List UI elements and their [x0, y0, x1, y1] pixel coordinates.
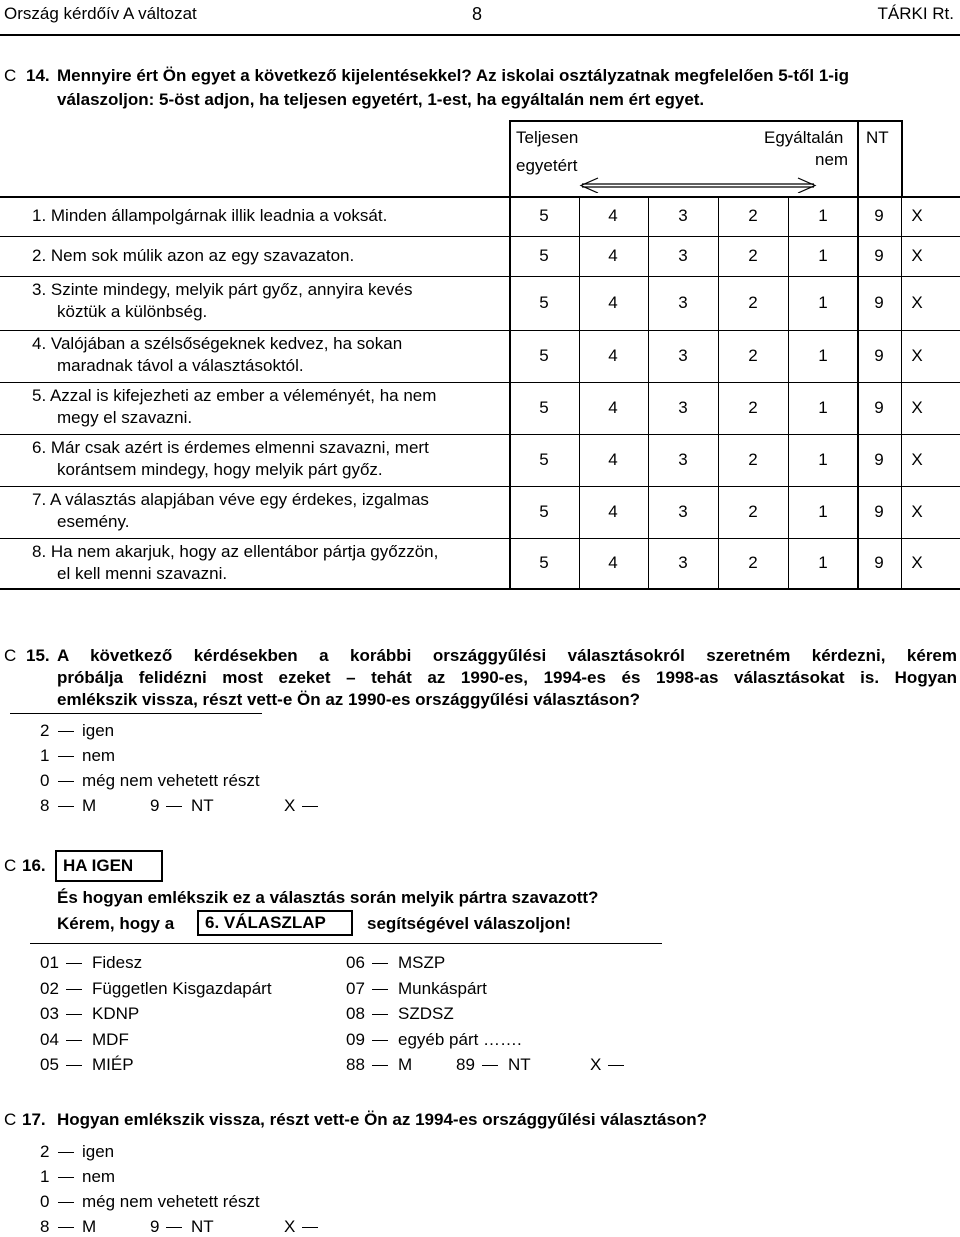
row-sep-2	[0, 276, 960, 277]
q16-party-code[interactable]: 02	[40, 978, 59, 998]
q16-party-label[interactable]: Fidesz	[92, 953, 143, 972]
answer-code-2-item-8[interactable]: 2	[748, 553, 758, 572]
answer-code-X-item-3[interactable]: X	[911, 293, 923, 312]
q15-special-label-nt[interactable]: NT	[191, 796, 214, 815]
q16-special-dash-x	[608, 1065, 624, 1066]
q14-item-text-line2: el kell menni szavazni.	[57, 564, 228, 583]
answer-code-9-item-1[interactable]: 9	[874, 206, 884, 225]
answer-code-2-item-3[interactable]: 2	[748, 293, 758, 312]
answer-code-3-item-8[interactable]: 3	[678, 553, 688, 572]
q16-party-dash	[66, 1065, 82, 1066]
q17-answer-label[interactable]: igen	[82, 1142, 115, 1161]
q16-party-dash	[372, 1014, 388, 1015]
q15-prefix: C	[4, 646, 17, 665]
q17-answer-code[interactable]: 2	[40, 1142, 50, 1161]
header-left: Ország kérdőív A változat	[4, 4, 197, 23]
answer-code-1-item-8[interactable]: 1	[818, 553, 828, 572]
answer-code-4-item-2[interactable]: 4	[608, 246, 618, 265]
answer-code-2-item-5[interactable]: 2	[748, 398, 758, 417]
q16-line2-b: segítségével válaszoljon!	[367, 914, 572, 933]
q16-party-label[interactable]: MDF	[92, 1029, 129, 1049]
q17-answer-dash	[58, 1152, 74, 1153]
q15-answer-dash	[58, 731, 74, 732]
answer-code-3-item-4[interactable]: 3	[678, 346, 688, 365]
answer-code-9-item-4[interactable]: 9	[874, 346, 884, 365]
col-sep-2	[648, 196, 649, 588]
answer-code-1-item-5[interactable]: 1	[818, 398, 828, 417]
q15-special-dash-nt	[166, 806, 182, 807]
q16-party-dash	[66, 963, 82, 964]
answer-code-1-item-2[interactable]: 1	[818, 246, 828, 265]
q14-number: 14.	[26, 66, 50, 85]
q17-special-label-m[interactable]: M	[82, 1217, 97, 1236]
answer-code-5-item-1[interactable]: 5	[539, 206, 549, 225]
q16-party-label[interactable]: Független Kisgazdapárt	[92, 978, 272, 998]
answer-code-3-item-1[interactable]: 3	[678, 206, 688, 225]
answer-code-9-item-8[interactable]: 9	[874, 553, 884, 572]
scale-left-line1: Teljesen	[516, 128, 579, 147]
row-sep-3	[0, 330, 960, 331]
q16-prefix: C	[4, 856, 17, 875]
answer-code-X-item-5[interactable]: X	[911, 398, 923, 417]
q16-party-code[interactable]: 07	[346, 978, 365, 998]
q17-special-dash-x	[302, 1227, 318, 1228]
scale-arrow-icon	[578, 177, 838, 193]
table-top-border	[509, 120, 903, 122]
scale-nt-label: NT	[866, 128, 889, 147]
q15-answer-code[interactable]: 1	[40, 746, 50, 765]
answer-code-X-item-7[interactable]: X	[911, 502, 923, 521]
q14-item-text-line1: 2. Nem sok múlik azon az egy szavazaton.	[32, 246, 355, 265]
q16-party-dash	[66, 989, 82, 990]
answer-code-3-item-2[interactable]: 3	[678, 246, 688, 265]
answer-code-4-item-5[interactable]: 4	[608, 398, 618, 417]
q16-party-code[interactable]: 09	[346, 1029, 365, 1049]
answer-code-2-item-1[interactable]: 2	[748, 206, 758, 225]
q14-text-line2: válaszoljon: 5-öst adjon, ha teljesen egyetért, 1-est, ha egyáltalán nem ért egyet.	[57, 90, 705, 109]
answer-code-4-item-8[interactable]: 4	[608, 553, 618, 572]
answer-code-X-item-8[interactable]: X	[911, 553, 923, 572]
answer-code-9-item-7[interactable]: 9	[874, 502, 884, 521]
q16-party-code[interactable]: 01	[40, 953, 59, 972]
answer-code-4-item-7[interactable]: 4	[608, 502, 618, 521]
q16-special-label-nt[interactable]: NT	[508, 1055, 531, 1074]
answer-code-2-item-4[interactable]: 2	[748, 346, 758, 365]
q17-text: Hogyan emlékszik vissza, részt vett-e Ön az 1994-es országgyűlési választáson?	[57, 1110, 708, 1129]
q14-item-text-line2: korántsem mindegy, hogy melyik párt győz.	[57, 460, 383, 479]
answer-code-5-item-6[interactable]: 5	[539, 450, 549, 469]
q15-special-code-nt[interactable]: 9	[150, 796, 160, 815]
q16-party-dash	[66, 1040, 82, 1041]
q15-line3: emlékszik vissza, részt vett-e Ön az 1990-es országgyűlési választáson?	[57, 690, 641, 709]
q15-answer-code[interactable]: 0	[40, 771, 50, 790]
q16-answer-rule	[30, 943, 662, 944]
answer-code-3-item-7[interactable]: 3	[678, 502, 688, 521]
q16-party-code[interactable]: 03	[40, 1004, 59, 1023]
q16-line2-a: Kérem, hogy a	[57, 914, 175, 933]
q14-item-text-line2: esemény.	[57, 512, 130, 531]
q14-prefix: C	[4, 66, 17, 85]
q16-party-label[interactable]: Munkáspárt	[398, 978, 487, 998]
q16-number: 16.	[22, 856, 46, 875]
q14-item-text-line1: 8. Ha nem akarjuk, hogy az ellentábor pártja győzzön,	[32, 542, 439, 561]
answer-code-4-item-4[interactable]: 4	[608, 346, 618, 365]
q17-answer-label[interactable]: még nem vehetett részt	[82, 1192, 260, 1211]
answer-code-1-item-1[interactable]: 1	[818, 206, 828, 225]
q14-item-text-line1: 1. Minden állampolgárnak illik leadnia a voksát.	[32, 206, 388, 225]
q16-party-label[interactable]: SZDSZ	[398, 1004, 454, 1023]
answer-code-5-item-7[interactable]: 5	[539, 502, 549, 521]
q16-special-code-nt[interactable]: 89	[456, 1055, 475, 1074]
q16-party-dash	[66, 1014, 82, 1015]
table-header-rule	[0, 196, 960, 198]
q17-prefix: C	[4, 1110, 17, 1129]
answer-code-5-item-5[interactable]: 5	[539, 398, 549, 417]
q16-party-code[interactable]: 04	[40, 1029, 59, 1049]
q16-special-code-x[interactable]: X	[590, 1055, 602, 1074]
q16-party-code[interactable]: 06	[346, 953, 365, 972]
q15-special-code-x[interactable]: X	[284, 796, 296, 815]
scale-left-line2: egyetért	[516, 156, 578, 175]
q17-answer-label[interactable]: nem	[82, 1167, 116, 1186]
row-sep-1	[0, 236, 960, 237]
q15-answer-label[interactable]: még nem vehetett részt	[82, 771, 260, 790]
q15-answer-label[interactable]: igen	[82, 721, 115, 740]
q17-special-code-nt[interactable]: 9	[150, 1217, 160, 1236]
col-sep-3	[718, 196, 719, 588]
q16-party-label[interactable]: KDNP	[92, 1004, 140, 1023]
q16-special-label-m[interactable]: M	[398, 1055, 413, 1074]
q17-special-dash-m	[58, 1227, 74, 1228]
answer-code-X-item-2[interactable]: X	[911, 246, 923, 265]
q14-item-text-line1: 5. Azzal is kifejezheti az ember a véleményét, ha nem	[32, 386, 437, 405]
answer-code-5-item-3[interactable]: 5	[539, 293, 549, 312]
q16-party-code[interactable]: 05	[40, 1055, 59, 1074]
q15-line1: A következő kérdésekben a korábbi országgyűlési választásokról szeretném kérdezni, kérem	[57, 646, 957, 665]
q16-special-dash-m	[372, 1065, 388, 1066]
q17-special-code-m[interactable]: 8	[40, 1217, 50, 1236]
q17-answer-code[interactable]: 0	[40, 1192, 50, 1211]
q16-party-label[interactable]: MSZP	[398, 953, 446, 972]
q17-number: 17.	[22, 1110, 46, 1129]
q15-answer-dash	[58, 756, 74, 757]
answer-code-4-item-1[interactable]: 4	[608, 206, 618, 225]
q16-party-label[interactable]: MIÉP	[92, 1055, 134, 1074]
q17-answer-dash	[58, 1177, 74, 1178]
q16-party-label[interactable]: egyéb párt …….	[398, 1029, 522, 1049]
answer-code-2-item-7[interactable]: 2	[748, 502, 758, 521]
page-number: 8	[472, 4, 483, 24]
q15-line2: próbálja felidézni most ezeket – tehát az 1990-es, 1994-es és 1998-as választásokat is. Hogyan	[57, 668, 957, 687]
row-sep-6	[0, 486, 960, 487]
q16-party-code[interactable]: 08	[346, 1004, 365, 1023]
answer-code-3-item-6[interactable]: 3	[678, 450, 688, 469]
q15-special-label-m[interactable]: M	[82, 796, 97, 815]
row-sep-4	[0, 382, 960, 383]
answer-code-X-item-1[interactable]: X	[911, 206, 923, 225]
header-rule	[0, 34, 960, 36]
q17-answer-code[interactable]: 1	[40, 1167, 50, 1186]
answer-code-5-item-4[interactable]: 5	[539, 346, 549, 365]
table-left-border	[509, 120, 511, 590]
q15-answer-rule	[10, 713, 262, 714]
col-sep-1	[579, 196, 580, 588]
q14-item-text-line1: 3. Szinte mindegy, melyik párt győz, annyira kevés	[32, 280, 413, 299]
answer-code-9-item-6[interactable]: 9	[874, 450, 884, 469]
q14-item-text-line2: köztük a különbség.	[57, 302, 208, 321]
q16-line1: És hogyan emlékszik ez a választás során melyik pártra szavazott?	[57, 888, 599, 907]
answer-code-4-item-3[interactable]: 4	[608, 293, 618, 312]
q15-answer-label[interactable]: nem	[82, 746, 116, 765]
scale-right-line2: nem	[815, 150, 849, 169]
answer-code-5-item-2[interactable]: 5	[539, 246, 549, 265]
nt-column-right-border	[901, 120, 903, 196]
q14-item-text-line2: megy el szavazni.	[57, 408, 193, 427]
answer-code-2-item-6[interactable]: 2	[748, 450, 758, 469]
q15-special-dash-x	[302, 806, 318, 807]
q14-text-line1: Mennyire ért Ön egyet a következő kijelentésekkel? Az iskolai osztályzatnak megfelelően 5-től 1-ig	[57, 66, 850, 85]
q15-answer-code[interactable]: 2	[40, 721, 50, 740]
row-sep-5	[0, 434, 960, 435]
q16-filter-box: HA IGEN	[55, 850, 163, 882]
answer-code-4-item-6[interactable]: 4	[608, 450, 618, 469]
q17-special-dash-nt	[166, 1227, 182, 1228]
q16-special-code-m[interactable]: 88	[346, 1055, 365, 1074]
answer-code-2-item-2[interactable]: 2	[748, 246, 758, 265]
q16-party-dash	[372, 963, 388, 964]
answer-code-1-item-4[interactable]: 1	[818, 346, 828, 365]
answer-code-5-item-8[interactable]: 5	[539, 553, 549, 572]
scale-right-line1: Egyáltalán	[764, 128, 844, 147]
answer-code-1-item-7[interactable]: 1	[818, 502, 828, 521]
answer-code-1-item-3[interactable]: 1	[818, 293, 828, 312]
q17-special-code-x[interactable]: X	[284, 1217, 296, 1236]
q15-special-code-m[interactable]: 8	[40, 796, 50, 815]
table-bottom-border	[0, 588, 960, 590]
q15-special-dash-m	[58, 806, 74, 807]
q14-item-text-line1: 7. A választás alapjában véve egy érdekes, izgalmas	[32, 490, 429, 509]
q16-special-dash-nt	[482, 1065, 498, 1066]
row-sep-7	[0, 538, 960, 539]
answer-code-3-item-3[interactable]: 3	[678, 293, 688, 312]
answer-code-X-item-6[interactable]: X	[911, 450, 923, 469]
q14-item-text-line1: 4. Valójában a szélsőségeknek kedvez, ha sokan	[32, 334, 403, 353]
answer-code-X-item-4[interactable]: X	[911, 346, 923, 365]
q14-item-text-line2: maradnak távol a választásoktól.	[57, 356, 304, 375]
col-sep-4	[788, 196, 789, 588]
q15-number: 15.	[26, 646, 50, 665]
q14-item-text-line1: 6. Már csak azért is érdemes elmenni szavazni, mert	[32, 438, 429, 457]
q15-answer-dash	[58, 781, 74, 782]
answer-code-9-item-3[interactable]: 9	[874, 293, 884, 312]
nt-column-left-border	[857, 120, 859, 590]
answer-code-9-item-5[interactable]: 9	[874, 398, 884, 417]
q16-party-dash	[372, 1040, 388, 1041]
q16-card-box: 6. VÁLASZLAP	[197, 910, 353, 936]
q16-party-dash	[372, 989, 388, 990]
q17-answer-dash	[58, 1202, 74, 1203]
answer-code-9-item-2[interactable]: 9	[874, 246, 884, 265]
q17-special-label-nt[interactable]: NT	[191, 1217, 214, 1236]
answer-code-3-item-5[interactable]: 3	[678, 398, 688, 417]
header-right: TÁRKI Rt.	[877, 4, 954, 23]
answer-code-1-item-6[interactable]: 1	[818, 450, 828, 469]
